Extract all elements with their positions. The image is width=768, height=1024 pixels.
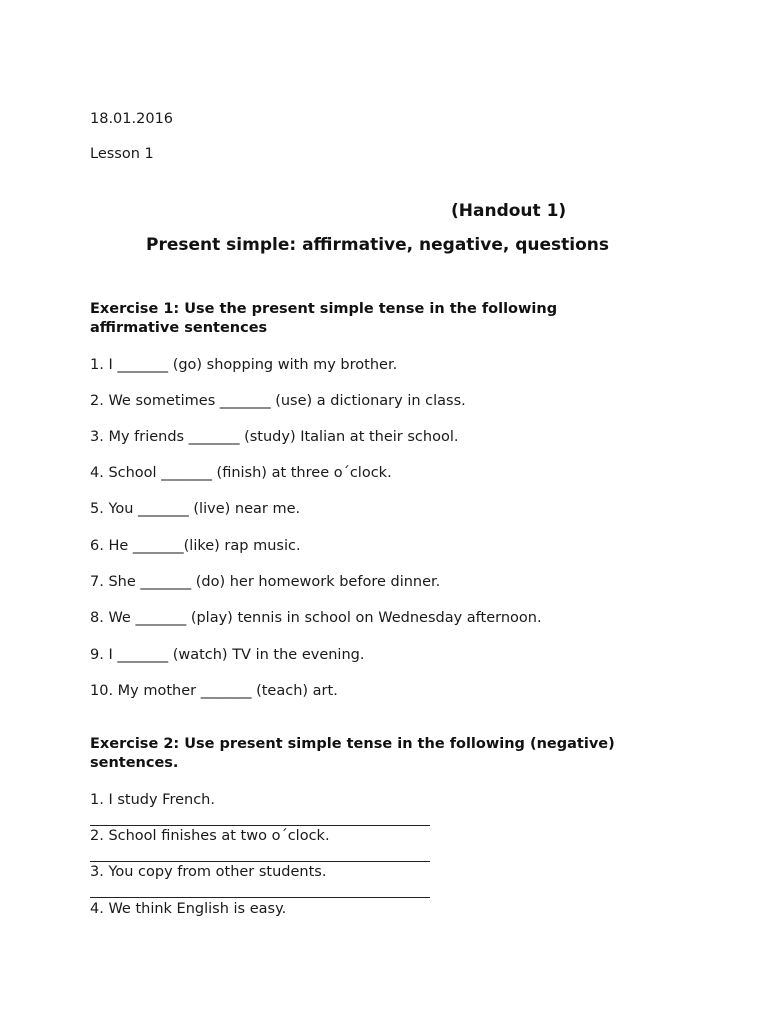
exercise-2-item: 1. I study French. [90,792,215,808]
handout-label: (Handout 1) [451,201,567,221]
date-text: 18.01.2016 [90,111,174,127]
exercise-1-item: 10. My mother _______ (teach) art. [90,683,338,699]
exercise-1-item: 3. My friends _______ (study) Italian at their school. [90,429,459,445]
answer-blank-line [90,861,430,862]
exercise-1-item: 7. She _______ (do) her homework before dinner. [90,574,441,590]
exercise-1-title-continued: affirmative sentences [90,320,268,336]
exercise-2-item: 4. We think English is easy. [90,901,287,917]
exercise-2-item: 2. School finishes at two o´clock. [90,828,330,844]
exercise-1-item: 5. You _______ (live) near me. [90,501,301,517]
exercise-1-item: 6. He _______(like) rap music. [90,538,301,554]
exercise-1-item: 8. We _______ (play) tennis in school on Wednesday afternoon. [90,610,542,626]
page-title: Present simple: affirmative, negative, questions [146,235,610,255]
exercise-1-item: 4. School _______ (finish) at three o´clock. [90,465,392,481]
answer-blank-line [90,825,430,826]
exercise-2-title-continued: sentences. [90,755,179,771]
exercise-2-title: Exercise 2: Use present simple tense in the following (negative) [90,736,615,752]
lesson-label: Lesson 1 [90,146,154,162]
answer-blank-line [90,897,430,898]
exercise-2-item: 3. You copy from other students. [90,864,327,880]
exercise-1-item: 2. We sometimes _______ (use) a dictionary in class. [90,393,466,409]
exercise-1-title: Exercise 1: Use the present simple tense in the following [90,301,558,317]
exercise-1-item: 1. I _______ (go) shopping with my brother. [90,357,398,373]
exercise-1-item: 9. I _______ (watch) TV in the evening. [90,647,365,663]
